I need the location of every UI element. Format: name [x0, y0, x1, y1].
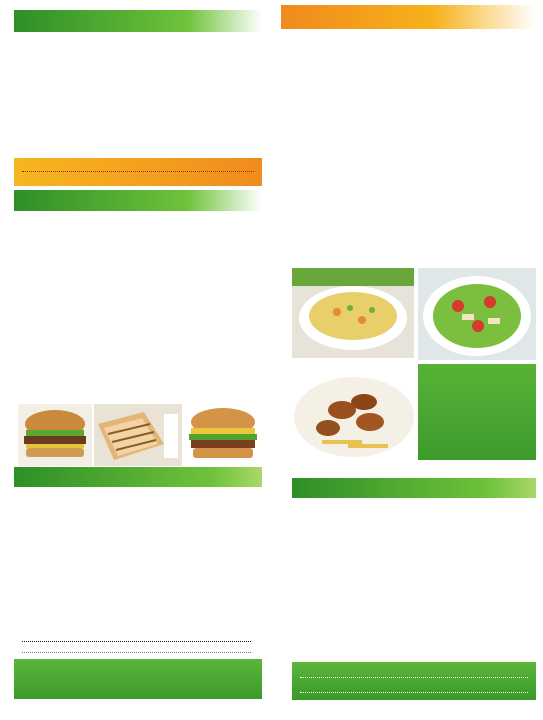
nacho-add-row [298, 680, 530, 695]
burger-photo-1 [18, 404, 92, 466]
wings-photo [292, 362, 416, 460]
sandwich-photo [94, 404, 182, 466]
beyond-burger-sub-row [20, 644, 253, 655]
burrito-bowl-row [20, 160, 256, 174]
burritos-header [14, 10, 262, 32]
salads-header [281, 5, 536, 29]
nacho-platter-row [298, 665, 530, 680]
burgers-header [14, 467, 262, 487]
beyond-burger-block [20, 633, 253, 655]
nacho-platter-box [292, 662, 536, 700]
quesadillas-header [14, 190, 262, 211]
salad-photo [418, 268, 536, 360]
burrito-bowl-box [14, 158, 262, 186]
sides-header [292, 478, 536, 498]
soup-photo [292, 268, 414, 358]
deluxe-box [14, 659, 262, 699]
burger-photo-2 [184, 404, 262, 466]
beyond-burger-row [20, 633, 253, 644]
soup-box [418, 364, 536, 460]
